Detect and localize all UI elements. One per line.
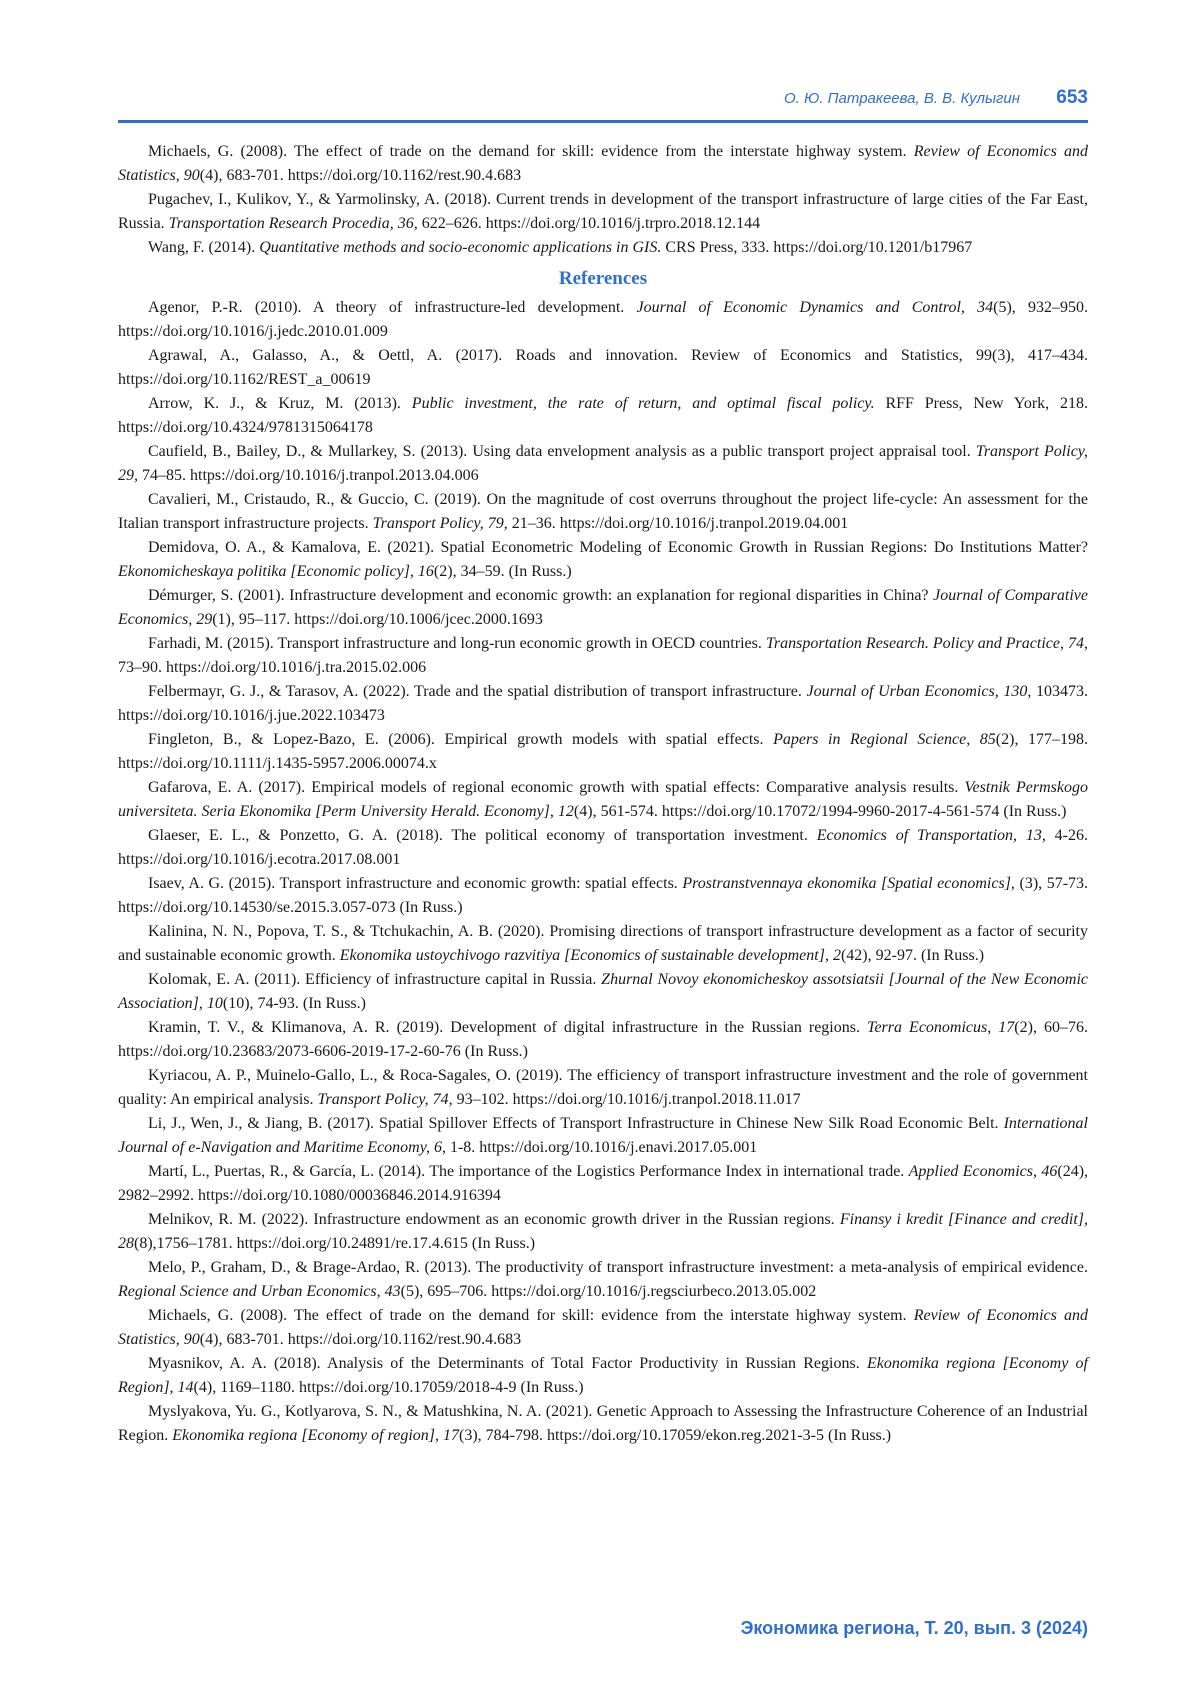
reference-entry — [118, 968, 1088, 1016]
reference-text: Arrow, K. J., & Kruz, M. (2013). — [148, 395, 412, 412]
reference-entry — [118, 296, 1088, 344]
reference-text: Démurger, S. (2001). Infrastructure development and economic growth: an explanation for regional disparities in China? — [148, 587, 934, 604]
reference-entry — [118, 1400, 1088, 1448]
reference-text: (1), 95–117. https://doi.org/10.1006/jcec.2000.1693 — [212, 611, 543, 628]
reference-source: Review of Economics and Statistics, 90 — [118, 1307, 1089, 1348]
reference-source: Transport Policy, 29, — [118, 443, 1089, 484]
reference-text: Kalinina, N. N., Popova, T. S., & Ttchukachin, A. B. (2020). Promising directions of transport infrastructure development as a factor of security and sustainable economic growth. — [118, 923, 1088, 964]
reference-text: Martí, L., Puertas, R., & García, L. (2014). The importance of the Logistics Performance Index in international trade. — [148, 1163, 909, 1180]
reference-entry — [118, 632, 1088, 680]
reference-text: 21–36. https://doi.org/10.1016/j.tranpol.2019.04.001 — [507, 515, 849, 532]
reference-text: Glaeser, E. L., & Ponzetto, G. A. (2018). The political economy of transportation investment. — [148, 827, 817, 844]
reference-entry — [118, 824, 1088, 872]
reference-entry — [118, 188, 1088, 236]
journal-footer: Экономика региона, Т. 20, вып. 3 (2024) — [740, 1618, 1088, 1638]
reference-text: (8),1756–1781. https://doi.org/10.24891/re.17.4.615 (In Russ.) — [134, 1235, 536, 1252]
reference-entry — [118, 344, 1088, 392]
reference-text: 74–85. https://doi.org/10.1016/j.tranpol.2013.04.006 — [138, 467, 479, 484]
reference-text: (2), 60–76. https://doi.org/10.23683/2073-6606-2019-17-2-60-76 (In Russ.) — [118, 1019, 1088, 1060]
reference-text: (5), 932–950. https://doi.org/10.1016/j.jedc.2010.01.009 — [118, 299, 1089, 340]
reference-text: RFF Press, New York, 218. https://doi.org/10.4324/9781315064178 — [118, 395, 1089, 436]
reference-text: Wang, F. (2014). — [148, 239, 260, 256]
reference-text: Melnikov, R. M. (2022). Infrastructure endowment as an economic growth driver in the Russian regions. — [148, 1211, 840, 1228]
reference-text: 4-26. https://doi.org/10.1016/j.ecotra.2017.08.001 — [118, 827, 1089, 868]
reference-source: Ekonomika regiona [Economy of Region], 14 — [118, 1355, 1089, 1396]
reference-entry — [118, 1352, 1088, 1400]
reference-source: Journal of Urban Economics, 130, — [806, 683, 1032, 700]
prior-reference-list — [118, 140, 1088, 260]
reference-text: Agenor, P.-R. (2010). A theory of infrastructure-led development. — [148, 299, 637, 316]
reference-entry — [118, 728, 1088, 776]
reference-text: (4), 683-701. https://doi.org/10.1162/rest.90.4.683 — [199, 1331, 522, 1348]
reference-source: Ekonomika ustoychivogo razvitiya [Economics of sustainable development], 2 — [339, 947, 841, 964]
reference-source: Ekonomika regiona [Economy of region], 17 — [172, 1427, 459, 1444]
reference-text: Michaels, G. (2008). The effect of trade on the demand for skill: evidence from the interstate highway system. — [148, 1307, 914, 1324]
reference-text: Cavalieri, M., Cristaudo, R., & Guccio, C. (2019). On the magnitude of cost overruns throughout the project life-cycle: An assessment for the Italian transport infrastructure projects. — [118, 491, 1088, 532]
reference-source: Journal of Economic Dynamics and Control, 34 — [636, 299, 994, 316]
reference-entry — [118, 236, 1088, 260]
reference-text: Myslyakova, Yu. G., Kotlyarova, S. N., & Matushkina, N. A. (2021). Genetic Approach to Assessing the Infrastructure Coherence of an Industrial Region. — [118, 1403, 1088, 1444]
reference-entry — [118, 1256, 1088, 1304]
references-heading: References — [558, 268, 648, 289]
reference-text: Fingleton, B., & Lopez-Bazo, E. (2006). Empirical growth models with spatial effects. — [148, 731, 774, 748]
reference-text: Pugachev, I., Kulikov, Y., & Yarmolinsky, A. (2018). Current trends in development of the transport infrastructure of large cities of the Far East, Russia. — [118, 191, 1088, 232]
reference-entry — [118, 1208, 1088, 1256]
reference-source: Review of Economics and Statistics, 90 — [118, 143, 1089, 184]
reference-entry — [118, 584, 1088, 632]
reference-list — [118, 140, 1088, 1448]
page-header — [118, 84, 1088, 123]
reference-text: Farhadi, M. (2015). Transport infrastructure and long-run economic growth in OECD countries. — [148, 635, 766, 652]
reference-text: Agrawal, A., Galasso, A., & Oettl, A. (2017). Roads and innovation. Review of Economics and Statistics, 99(3), 417–434. https://doi.org/10.1162/REST_a_00619 — [118, 347, 1088, 388]
reference-text: (2), 34–59. (In Russ.) — [433, 563, 572, 580]
reference-text: (2), 177–198. https://doi.org/10.1111/j.1435-5957.2006.00074.x — [118, 731, 1089, 772]
reference-text: Melo, P., Graham, D., & Brage-Ardao, R. (2013). The productivity of transport infrastructure investment: a meta-analysis of empirical evidence. — [148, 1259, 1088, 1276]
reference-entry — [118, 536, 1088, 584]
reference-entry — [118, 1016, 1088, 1064]
references-section — [118, 296, 1088, 1448]
reference-text: (3), 57-73. https://doi.org/10.14530/se.2015.3.057-073 (In Russ.) — [118, 875, 1089, 916]
reference-source: Transportation Research. Policy and Practice, 74, — [765, 635, 1088, 652]
reference-source: Zhurnal Novoy ekonomicheskoy assotsiatsii [Journal of the New Economic Association], 10 — [118, 971, 1089, 1012]
reference-text: Isaev, A. G. (2015). Transport infrastructure and economic growth: spatial effects. — [148, 875, 683, 892]
reference-source: Transport Policy, 74, — [317, 1091, 453, 1108]
reference-source: Ekonomicheskaya politika [Economic policy], 16 — [118, 563, 434, 580]
reference-source: Prostranstvennaya ekonomika [Spatial economics], — [682, 875, 1015, 892]
reference-text: CRS Press, 333. https://doi.org/10.1201/b17967 — [661, 239, 973, 256]
reference-text: (4), 1169–1180. https://doi.org/10.17059/2018-4-9 (In Russ.) — [193, 1379, 584, 1396]
reference-source: Terra Economicus, 17 — [867, 1019, 1015, 1036]
reference-text: (4), 561-574. https://doi.org/10.17072/1994-9960-2017-4-561-574 (In Russ.) — [573, 803, 1067, 820]
reference-text: (42), 92-97. (In Russ.) — [840, 947, 985, 964]
reference-entry — [118, 1064, 1088, 1112]
reference-text: (5), 695–706. https://doi.org/10.1016/j.regsciurbeco.2013.05.002 — [400, 1283, 817, 1300]
reference-source: Papers in Regional Science, 85 — [773, 731, 996, 748]
reference-text: Kramin, T. V., & Klimanova, A. R. (2019). Development of digital infrastructure in the Russian regions. — [148, 1019, 868, 1036]
reference-text: Li, J., Wen, J., & Jiang, B. (2017). Spatial Spillover Effects of Transport Infrastructure in Chinese New Silk Road Economic Belt. — [148, 1115, 1004, 1132]
reference-source: Regional Science and Urban Economics, 43 — [118, 1283, 401, 1300]
header-page-number: 653 — [1056, 87, 1088, 108]
reference-text: Michaels, G. (2008). The effect of trade on the demand for skill: evidence from the interstate highway system. — [148, 143, 914, 160]
reference-entry — [118, 1160, 1088, 1208]
reference-text: Myasnikov, A. A. (2018). Analysis of the Determinants of Total Factor Productivity in Russian Regions. — [148, 1355, 867, 1372]
reference-text: 622–626. https://doi.org/10.1016/j.trpro.2018.12.144 — [417, 215, 761, 232]
reference-source: Transport Policy, 79, — [372, 515, 508, 532]
reference-text: 103473. https://doi.org/10.1016/j.jue.2022.103473 — [118, 683, 1089, 724]
reference-text: (3), 784-798. https://doi.org/10.17059/ekon.reg.2021-3-5 (In Russ.) — [458, 1427, 892, 1444]
reference-text: (4), 683-701. https://doi.org/10.1162/rest.90.4.683 — [199, 167, 522, 184]
reference-text: Kyriacou, A. P., Muinelo-Gallo, L., & Roca-Sagales, O. (2019). The efficiency of transport infrastructure investment and the role of government quality: An empirical analysis. — [118, 1067, 1088, 1108]
reference-text: Caufield, B., Bailey, D., & Mullarkey, S. (2013). Using data envelopment analysis as a public transport project appraisal tool. — [148, 443, 976, 460]
header-authors: О. Ю. Патракеева, В. В. Кулыгин — [783, 90, 1020, 107]
reference-source: International Journal of e-Navigation and Maritime Economy, 6, — [118, 1115, 1088, 1156]
reference-entry — [118, 488, 1088, 536]
reference-entry — [118, 776, 1088, 824]
reference-text: 73–90. https://doi.org/10.1016/j.tra.2015.02.006 — [118, 659, 427, 676]
reference-text: 93–102. https://doi.org/10.1016/j.tranpol.2018.11.017 — [452, 1091, 801, 1108]
reference-text: (24), 2982–2992. https://doi.org/10.1080/00036846.2014.916394 — [118, 1163, 1089, 1204]
reference-text: Felbermayr, G. J., & Tarasov, A. (2022). Trade and the spatial distribution of transport infrastructure. — [148, 683, 807, 700]
reference-source: Journal of Comparative Economics, 29 — [118, 587, 1089, 628]
reference-text: Demidova, O. A., & Kamalova, E. (2021). Spatial Econometric Modeling of Economic Growth in Russian Regions: Do Institutions Matter? — [148, 539, 1088, 556]
reference-entry — [118, 392, 1088, 440]
reference-entry — [118, 440, 1088, 488]
reference-source: Public investment, the rate of return, and optimal fiscal policy. — [411, 395, 875, 412]
reference-source: Finansy i kredit [Finance and credit], 28 — [118, 1211, 1088, 1252]
reference-entry — [118, 680, 1088, 728]
reference-entry — [118, 920, 1088, 968]
reference-text: Gafarova, E. A. (2017). Empirical models of regional economic growth with spatial effects: Comparative analysis results. — [148, 779, 965, 796]
reference-source: Transportation Research Procedia, 36, — [168, 215, 418, 232]
reference-entry — [118, 1112, 1088, 1160]
reference-text: 1-8. https://doi.org/10.1016/j.enavi.2017.05.001 — [445, 1139, 758, 1156]
reference-entry — [118, 1304, 1088, 1352]
reference-entry — [118, 140, 1088, 188]
reference-source: Vestnik Permskogo universiteta. Seria Ekonomika [Perm University Herald. Economy], 12 — [118, 779, 1089, 820]
reference-text: (10), 74-93. (In Russ.) — [222, 995, 366, 1012]
reference-source: Economics of Transportation, 13, — [816, 827, 1046, 844]
reference-text: Kolomak, E. A. (2011). Efficiency of infrastructure capital in Russia. — [148, 971, 602, 988]
reference-entry — [118, 872, 1088, 920]
reference-source: Quantitative methods and socio-economic applications in GIS. — [259, 239, 662, 256]
reference-source: Applied Economics, 46 — [908, 1163, 1058, 1180]
